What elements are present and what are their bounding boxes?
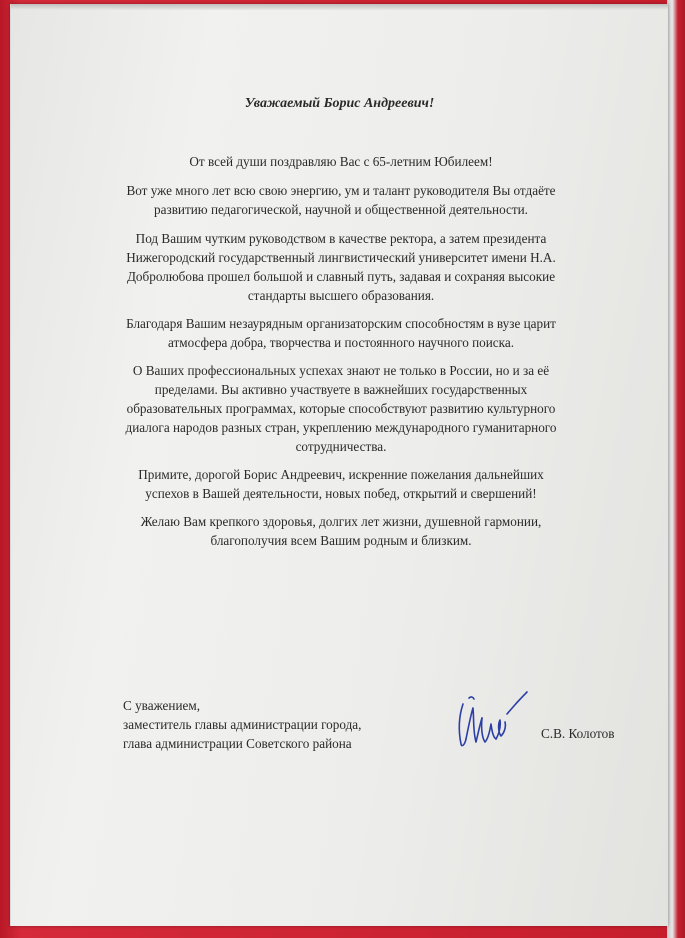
paragraph-wishes (91, 465, 591, 503)
paragraph-line: сотрудничества. (295, 439, 387, 454)
paragraph-line: О Ваших профессиональных успехах знают не только в России, но и за её (132, 363, 550, 378)
paragraph-line: развитию педагогической, научной и общественной деятельности. (154, 202, 528, 217)
closing-block (123, 696, 361, 753)
folder-edge (667, 0, 685, 938)
signer-name: С.В. Колотов (541, 726, 615, 741)
paragraph-success (91, 361, 591, 456)
paragraph-line: благополучия всем Вашим родным и близким. (210, 533, 472, 548)
page-top-shadow (11, 4, 668, 10)
paragraph-line: Желаю Вам крепкого здоровья, долгих лет жизни, душевной гармонии, (140, 514, 542, 529)
paragraph-line: пределами. Вы активно участвуете в важнейших государственных (154, 382, 528, 397)
salutation: Уважаемый Борис Андреевич! (244, 96, 435, 111)
paragraph-line: диалога народов разных стран, укреплению международного гуманитарного (125, 420, 557, 435)
paragraph-line: От всей души поздравляю Вас с 65-летним Юбилеем! (189, 154, 493, 169)
letter-page (10, 4, 668, 926)
paragraph-line: Благодаря Вашим незаурядным организаторским способностям в вузе царит (126, 316, 556, 331)
paragraph-line: стандарты высшего образования. (247, 288, 435, 303)
paragraph-line: Примите, дорогой Борис Андреевич, искренние пожелания дальнейших (138, 467, 544, 482)
paragraph-health (91, 512, 591, 550)
paragraph-line: Нижегородский государственный лингвистический университет имени Н.А. (126, 250, 556, 265)
paragraph-line: Вот уже много лет всю свою энергию, ум и талант руководителя Вы отдаёте (126, 183, 556, 198)
paragraph-line: атмосфера добра, творчества и постоянного научного поиска. (167, 335, 515, 350)
paragraph-line: образовательных программах, которые способствуют развитию культурного (126, 401, 556, 416)
paragraph-line: Добролюбова прошел большой и славный путь, задавая и сохраняя высокие (126, 269, 556, 284)
paragraph-leadership (91, 229, 591, 305)
closing-position: заместитель главы администрации города, (123, 717, 362, 732)
closing-position: глава администрации Советского района (123, 736, 352, 751)
closing-regards: С уважением, (123, 698, 200, 713)
paragraph-energy (91, 181, 591, 219)
paragraph-greeting (91, 152, 591, 171)
paragraph-line: Под Вашим чутким руководством в качестве ректора, а затем президента (135, 231, 547, 246)
handwritten-signature (449, 684, 539, 759)
paragraph-line: успехов в Вашей деятельности, новых побед, открытий и свершений! (145, 486, 537, 501)
paragraph-atmosphere (91, 314, 591, 352)
